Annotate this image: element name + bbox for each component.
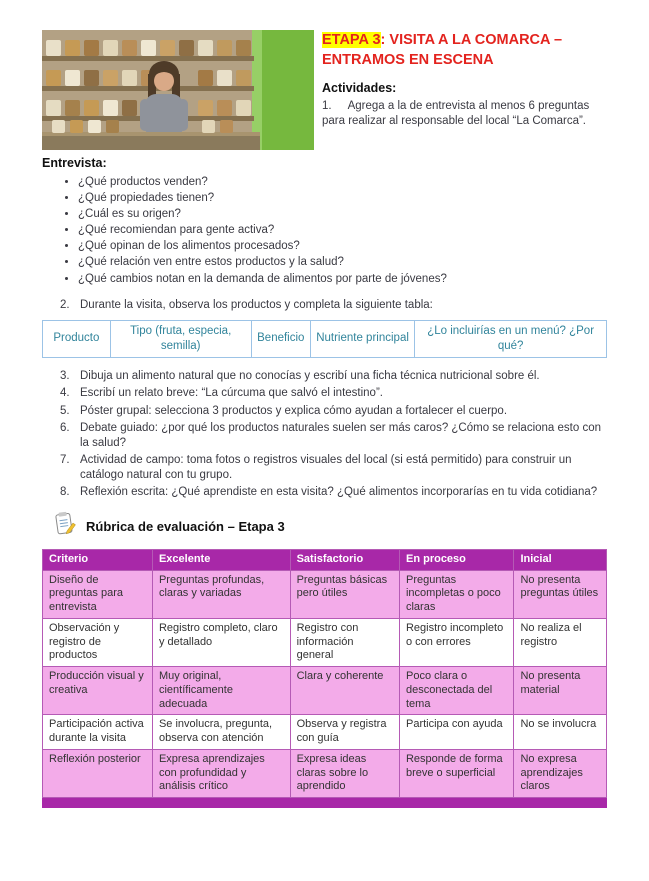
observation-header-cell: ¿Lo incluirías en un menú? ¿Por qué? [415, 320, 607, 357]
question-text: ¿Qué cambios notan en la demanda de alimentos por parte de jóvenes? [78, 272, 447, 285]
rubric-criterion-cell: Producción visual y creativa [43, 667, 153, 715]
observation-header-cell: Tipo (fruta, especia, semilla) [110, 320, 251, 357]
rubric-criterion-cell: Reflexión posterior [43, 749, 153, 797]
step-item [60, 298, 607, 313]
title-rest: : VISITA A LA COMARCA – ENTRAMOS EN ESCENA [322, 32, 563, 69]
rubric-cell: No se involucra [514, 715, 607, 750]
rubric-cell: No presenta material [514, 667, 607, 715]
step-item [60, 421, 607, 451]
observation-header-cell: Nutriente principal [310, 320, 414, 357]
entrevista-heading: Entrevista: [42, 156, 107, 170]
step-number: 6. [60, 421, 70, 434]
step-item [60, 386, 607, 401]
question-item [78, 223, 607, 238]
rubric-cell: Registro incompleto o con errores [399, 618, 513, 666]
rubric-cell: No expresa aprendizajes claros [514, 749, 607, 797]
observation-table [42, 320, 607, 358]
step-item [60, 453, 607, 483]
steps-list [42, 369, 607, 500]
step-number: 5. [60, 404, 70, 417]
step-number: 3. [60, 370, 70, 383]
question-list [42, 175, 607, 287]
table-footer-bar [42, 798, 607, 808]
rubric-cell: Preguntas profundas, claras y variadas [152, 570, 290, 618]
question-item [78, 255, 607, 270]
jar-shelf-top [46, 40, 251, 56]
rubric-cell: Registro completo, claro y detallado [152, 618, 290, 666]
rubric-cell: Participa con ayuda [399, 715, 513, 750]
step-text: Dibuja un alimento natural que no conocías y escribí una ficha técnica nutricional sobre él. [80, 370, 540, 383]
rubric-criterion-cell: Diseño de preguntas para entrevista [43, 570, 153, 618]
rubric-header-cell: Criterio [43, 549, 153, 570]
rubric-header-cell: En proceso [399, 549, 513, 570]
rubric-cell: No realiza el registro [514, 618, 607, 666]
rubric-criterion-cell: Participación activa durante la visita [43, 715, 153, 750]
question-text: ¿Qué recomiendan para gente activa? [78, 224, 275, 237]
question-text: ¿Cuál es su origen? [78, 207, 181, 220]
activity-item-1 [322, 99, 607, 129]
step-item [60, 369, 607, 384]
question-item [78, 207, 607, 222]
question-text: ¿Qué productos venden? [78, 175, 208, 188]
step-text: Actividad de campo: toma fotos o registros visuales del local (si está permitido) para construir un catálogo natural con tu grupo. [80, 454, 572, 482]
observation-table-header-row [43, 320, 607, 357]
page-title [322, 30, 607, 71]
activity-item-text: Agrega a la de entrevista al menos 6 preguntas para realizar al responsable del local “La Comarca”. [322, 100, 590, 128]
rubric-heading: Rúbrica de evaluación – Etapa 3 [86, 518, 285, 534]
rubric-header-row [43, 549, 607, 570]
step-text: Durante la visita, observa los productos y completa la siguiente tabla: [80, 298, 433, 311]
activity-item-number: 1. [322, 100, 332, 113]
step-text: Escribí un relato breve: “La cúrcuma que salvó el intestino”. [80, 387, 383, 400]
rubric-row [43, 667, 607, 715]
rubric-row [43, 749, 607, 797]
rubric-header-cell: Inicial [514, 549, 607, 570]
rubric-criterion-cell: Observación y registro de productos [43, 618, 153, 666]
header-section [42, 30, 607, 150]
rubric-cell: Poco clara o desconectada del tema [399, 667, 513, 715]
step-text: Póster grupal: selecciona 3 productos y explica cómo ayudan a fortalecer el cuerpo. [80, 404, 508, 417]
rubric-cell: Registro con información general [290, 618, 399, 666]
step-number: 2. [60, 298, 70, 311]
step-text: Reflexión escrita: ¿Qué aprendiste en esta visita? ¿Qué alimentos incorporarías en tu vida cotidiana? [80, 486, 598, 499]
rubric-cell: Expresa ideas claras sobre lo aprendido [290, 749, 399, 797]
actividades-heading: Actividades: [322, 80, 397, 95]
rubric-header-cell: Satisfactorio [290, 549, 399, 570]
step-text: Debate guiado: ¿por qué los productos naturales suelen ser más caros? ¿Cómo se relaciona esto con la salud? [80, 421, 601, 449]
question-text: ¿Qué relación ven entre estos productos y la salud? [78, 256, 344, 269]
rubric-cell: Muy original, científicamente adecuada [152, 667, 290, 715]
rubric-row [43, 715, 607, 750]
store-photo-illustration [42, 30, 314, 150]
observation-header-cell: Producto [43, 320, 111, 357]
rubric-cell: Observa y registra con guía [290, 715, 399, 750]
question-item [78, 191, 607, 206]
step-item [60, 485, 607, 500]
rubric-cell: Responde de forma breve o superficial [399, 749, 513, 797]
rubric-header-cell: Excelente [152, 549, 290, 570]
rubric-row [43, 570, 607, 618]
rubric-cell: Clara y coherente [290, 667, 399, 715]
rubric-heading-row [52, 511, 607, 542]
step-number: 7. [60, 454, 70, 467]
rubric-cell: Expresa aprendizajes con profundidad y análisis crítico [152, 749, 290, 797]
step-number: 4. [60, 387, 70, 400]
question-item [78, 175, 607, 190]
question-text: ¿Qué opinan de los alimentos procesados? [78, 240, 300, 253]
question-item [78, 272, 607, 287]
clipboard-icon [52, 511, 78, 542]
rubric-cell: Preguntas incompletas o poco claras [399, 570, 513, 618]
observation-header-cell: Beneficio [251, 320, 310, 357]
title-highlight: ETAPA 3 [322, 32, 381, 48]
rubric-table [42, 549, 607, 798]
rubric-cell: No presenta preguntas útiles [514, 570, 607, 618]
step-number: 8. [60, 486, 70, 499]
title-column [322, 30, 607, 150]
rubric-cell: Se involucra, pregunta, observa con atención [152, 715, 290, 750]
store-photo [42, 30, 314, 150]
rubric-row [43, 618, 607, 666]
step-item [60, 404, 607, 419]
question-item [78, 239, 607, 254]
rubric-cell: Preguntas básicas pero útiles [290, 570, 399, 618]
question-text: ¿Qué propiedades tienen? [78, 191, 215, 204]
